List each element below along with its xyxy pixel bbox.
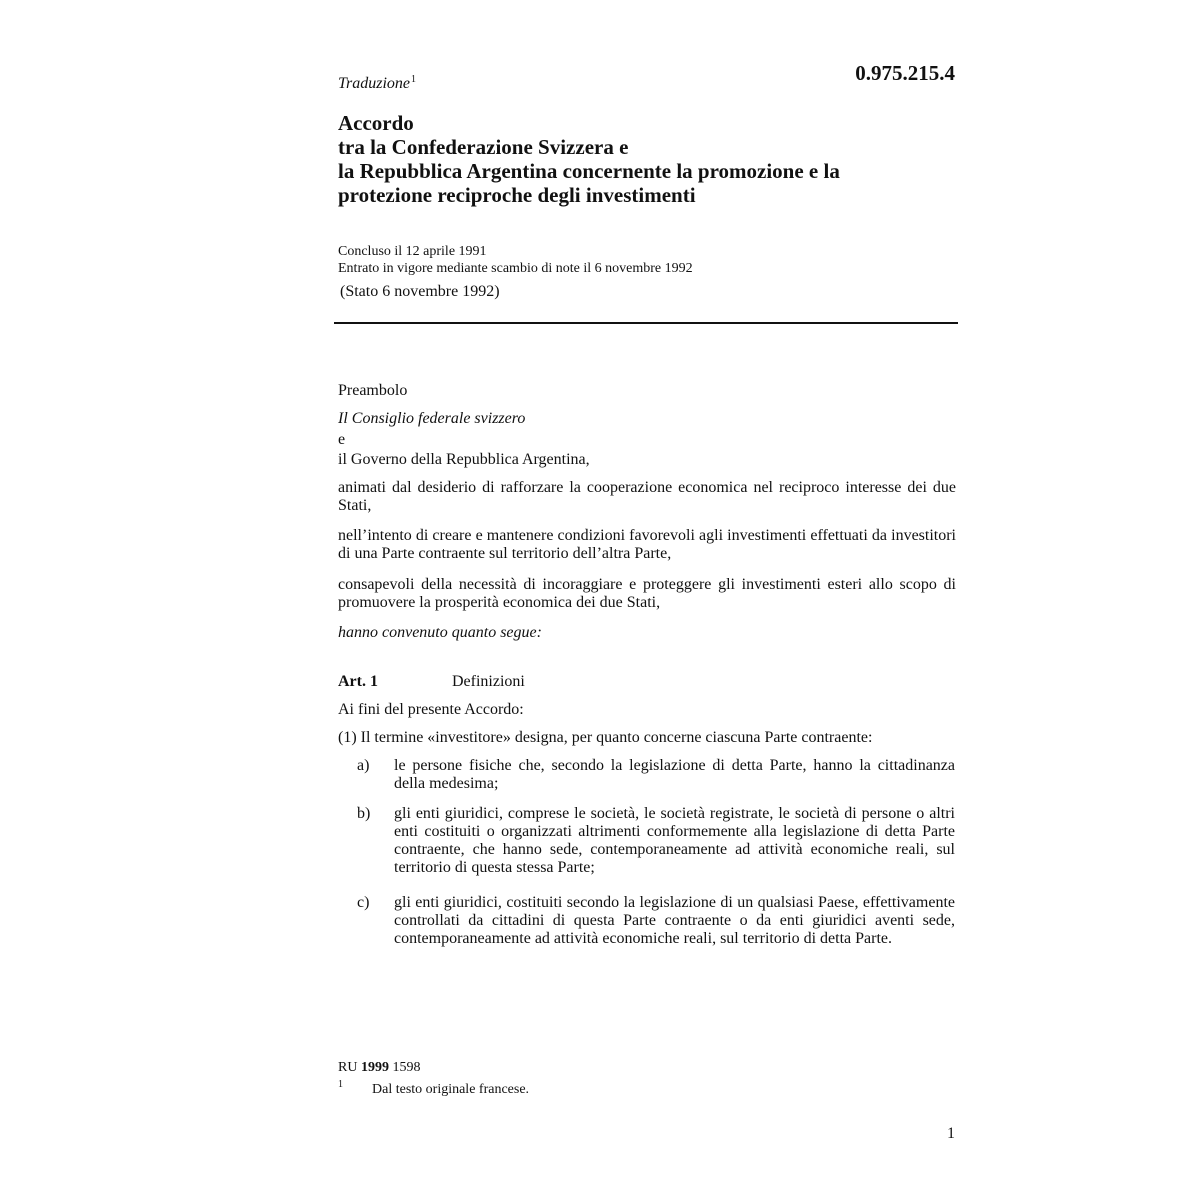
- preamble-paragraph-1: animati dal desiderio di rafforzare la cooperazione economica nel reciproco interesse dei due Stati,: [338, 479, 956, 514]
- document-title: [338, 111, 958, 207]
- preamble-heading: Preambolo: [338, 382, 408, 399]
- preamble-party-1: Il Consiglio federale svizzero: [338, 410, 526, 427]
- preamble-party-2: il Governo della Repubblica Argentina,: [338, 451, 590, 468]
- concluded-date: Concluso il 12 aprile 1991: [338, 244, 487, 259]
- list-item-label: a): [357, 757, 370, 774]
- list-item-label: b): [357, 805, 371, 822]
- document-code: 0.975.215.4: [855, 61, 955, 85]
- title-line: tra la Confederazione Svizzera e: [338, 135, 629, 159]
- page-number: 1: [947, 1125, 955, 1142]
- list-item-text: le persone fisiche che, secondo la legislazione di detta Parte, hanno la cittadinanza della medesima;: [394, 757, 955, 792]
- preamble-paragraph-3: consapevoli della necessità di incoraggiare e proteggere gli investimenti esteri allo scopo di promuovere la prosperità economica dei due Stati,: [338, 576, 956, 611]
- translation-label: Traduzione$^1$: [338, 74, 417, 92]
- state-date: (Stato 6 novembre 1992): [340, 283, 500, 300]
- preamble-paragraph-2: nell’intento di creare e mantenere condizioni favorevoli agli investimenti effettuati da investitori di una Parte contraente sul territorio dell’altra Parte,: [338, 527, 956, 562]
- list-item-text: gli enti giuridici, costituiti secondo la legislazione di un qualsiasi Paese, effettivamente controllati da cittadini di questa Parte contraente o da enti giuridici aventi sede, contemporaneamente ad attività economiche reali, sul territorio di detta Parte.: [394, 894, 955, 947]
- article-clause-1: (1) Il termine «investitore» designa, per quanto concerne ciascuna Parte contraente:: [338, 729, 873, 746]
- article-title: Definizioni: [452, 673, 525, 690]
- preamble-conjunction: e: [338, 431, 346, 448]
- list-item-text: gli enti giuridici, comprese le società, le società registrate, le società di persone o altri enti costituiti o organizzati altrimenti conformemente alla legislazione di detta Parte contraente, che hanno sede, contemporaneamente ad attività economiche reali, sul territorio di questa stessa Parte;: [394, 805, 955, 876]
- official-collection-ref: RU 1999 1598: [338, 1060, 421, 1075]
- footnote-text: Dal testo originale francese.: [372, 1082, 530, 1097]
- preamble-agreed: hanno convenuto quanto segue:: [338, 624, 542, 641]
- footnote-number: 1: [338, 1079, 343, 1090]
- footnote-ref: 1: [411, 74, 417, 85]
- list-item-label: c): [357, 894, 370, 911]
- title-line: protezione reciproche degli investimenti: [338, 183, 696, 207]
- in-force-date: Entrato in vigore mediante scambio di note il 6 novembre 1992: [338, 261, 693, 276]
- title-line: Accordo: [338, 111, 414, 135]
- title-line: la Repubblica Argentina concernente la promozione e la: [338, 159, 840, 183]
- article-intro: Ai fini del presente Accordo:: [338, 701, 524, 718]
- document-meta: [338, 243, 693, 277]
- article-number: Art. 1: [338, 673, 378, 690]
- header-rule: [334, 322, 958, 324]
